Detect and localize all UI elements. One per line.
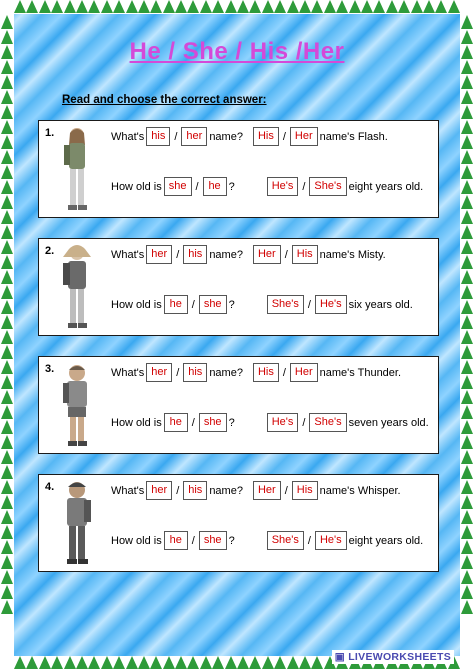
triangle-decoration <box>1 570 13 584</box>
triangle-decoration <box>163 0 175 13</box>
triangle-decoration <box>163 656 175 669</box>
triangle-decoration <box>39 0 51 13</box>
question-mark: ? <box>228 180 235 193</box>
triangle-decoration <box>138 656 150 669</box>
option-box[interactable]: She's <box>267 531 304 550</box>
option-box[interactable]: Her <box>290 127 318 146</box>
option-box[interactable]: his <box>183 481 207 500</box>
triangle-decoration <box>274 0 286 13</box>
triangle-decoration <box>461 270 473 284</box>
triangle-decoration <box>1 120 13 134</box>
triangle-decoration <box>311 0 323 13</box>
option-box[interactable]: her <box>146 481 172 500</box>
triangle-decoration <box>1 540 13 554</box>
triangle-decoration <box>76 0 88 13</box>
triangle-decoration <box>26 656 38 669</box>
triangle-decoration <box>262 656 274 669</box>
option-box[interactable]: his <box>183 245 207 264</box>
option-box[interactable]: he <box>164 295 188 314</box>
triangle-decoration <box>225 656 237 669</box>
triangle-decoration <box>88 656 100 669</box>
liveworksheets-logo: ▣ LIVEWORKSHEETS <box>332 650 454 664</box>
triangle-decoration <box>461 450 473 464</box>
triangle-decoration <box>1 285 13 299</box>
triangle-decoration <box>1 345 13 359</box>
triangle-decoration <box>212 0 224 13</box>
page-title: He / She / His /Her <box>129 38 345 65</box>
option-box[interactable]: his <box>146 127 170 146</box>
triangle-decoration <box>461 300 473 314</box>
option-box[interactable]: she <box>199 413 227 432</box>
triangle-decoration <box>1 525 13 539</box>
triangle-decoration <box>187 656 199 669</box>
option-box[interactable]: he <box>164 413 188 432</box>
triangle-decoration <box>1 15 13 29</box>
triangle-decoration <box>461 345 473 359</box>
option-box[interactable]: He's <box>315 295 347 314</box>
triangle-decoration <box>26 0 38 13</box>
answer-suffix: name's Misty. <box>319 248 386 261</box>
question-card-3: 3. What's her / his name? His / Her name's Thunder. How old is he / she ? He's / She's seven years old. <box>38 356 439 454</box>
triangle-decoration <box>386 0 398 13</box>
left-border-decoration <box>0 14 14 656</box>
triangle-decoration <box>126 0 138 13</box>
girl-figure-image <box>55 125 99 215</box>
triangle-decoration <box>1 195 13 209</box>
option-box[interactable]: he <box>164 531 188 550</box>
question-prefix: How old is <box>111 180 162 193</box>
triangle-decoration <box>1 150 13 164</box>
triangle-decoration <box>461 555 473 569</box>
triangle-decoration <box>1 90 13 104</box>
triangle-decoration <box>461 90 473 104</box>
triangle-decoration <box>1 480 13 494</box>
answer-suffix: name's Whisper. <box>319 484 401 497</box>
triangle-decoration <box>461 435 473 449</box>
triangle-decoration <box>1 495 13 509</box>
triangle-decoration <box>88 0 100 13</box>
triangle-decoration <box>461 120 473 134</box>
triangle-decoration <box>461 15 473 29</box>
question-prefix: How old is <box>111 534 162 547</box>
triangle-decoration <box>150 0 162 13</box>
option-box[interactable]: her <box>146 363 172 382</box>
question-number: 4. <box>45 481 55 493</box>
triangle-decoration <box>262 0 274 13</box>
triangle-decoration <box>249 0 261 13</box>
question-prefix: What's <box>111 130 145 143</box>
question-prefix: How old is <box>111 298 162 311</box>
triangle-decoration <box>1 240 13 254</box>
triangle-decoration <box>76 656 88 669</box>
boy-figure-image <box>55 361 99 451</box>
triangle-decoration <box>51 656 63 669</box>
triangle-decoration <box>461 390 473 404</box>
triangle-decoration <box>212 656 224 669</box>
triangle-decoration <box>1 555 13 569</box>
triangle-decoration <box>1 360 13 374</box>
triangle-decoration <box>1 450 13 464</box>
triangle-decoration <box>461 405 473 419</box>
question-prefix: What's <box>111 366 145 379</box>
instruction-text: Read and choose the correct answer: <box>62 94 267 106</box>
triangle-decoration <box>249 656 261 669</box>
triangle-decoration <box>299 0 311 13</box>
option-box[interactable]: She's <box>267 295 304 314</box>
triangle-decoration <box>461 225 473 239</box>
triangle-decoration <box>461 135 473 149</box>
triangle-decoration <box>461 375 473 389</box>
option-box[interactable]: she <box>199 531 227 550</box>
triangle-decoration <box>461 480 473 494</box>
triangle-decoration <box>336 0 348 13</box>
option-box[interactable]: she <box>164 177 192 196</box>
triangle-decoration <box>1 600 13 614</box>
triangle-decoration <box>448 0 460 13</box>
triangle-decoration <box>64 656 76 669</box>
answer-suffix: eight years old. <box>348 534 424 547</box>
triangle-decoration <box>64 0 76 13</box>
triangle-decoration <box>461 210 473 224</box>
question-mark: ? <box>228 416 235 429</box>
triangle-decoration <box>461 255 473 269</box>
triangle-decoration <box>461 570 473 584</box>
question-number: 3. <box>45 363 55 375</box>
triangle-decoration <box>1 105 13 119</box>
triangle-decoration <box>39 656 51 669</box>
triangle-decoration <box>1 585 13 599</box>
question-card-2: 2. What's her / his name? Her / His name's Misty. How old is he / she ? She's / He's six years old. <box>38 238 439 336</box>
triangle-decoration <box>1 405 13 419</box>
triangle-decoration <box>324 0 336 13</box>
question-prefix: What's <box>111 248 145 261</box>
triangle-decoration <box>461 285 473 299</box>
question-mid: name? <box>209 130 243 143</box>
question-mid: name? <box>209 484 243 497</box>
girl-figure-image <box>55 243 99 333</box>
option-box[interactable]: She's <box>309 177 346 196</box>
triangle-decoration <box>299 656 311 669</box>
option-box[interactable]: His <box>253 127 279 146</box>
triangle-decoration <box>138 0 150 13</box>
triangle-decoration <box>423 0 435 13</box>
triangle-decoration <box>1 435 13 449</box>
option-box[interactable]: his <box>183 363 207 382</box>
triangle-decoration <box>461 75 473 89</box>
triangle-decoration <box>1 75 13 89</box>
boy-figure-image <box>55 479 99 569</box>
triangle-decoration <box>461 465 473 479</box>
triangle-decoration <box>1 300 13 314</box>
question-mark: ? <box>228 298 235 311</box>
triangle-decoration <box>461 360 473 374</box>
question-number: 2. <box>45 245 55 257</box>
triangle-decoration <box>461 525 473 539</box>
option-box[interactable]: he <box>203 177 227 196</box>
triangle-decoration <box>461 195 473 209</box>
triangle-decoration <box>461 165 473 179</box>
option-box[interactable]: His <box>292 245 318 264</box>
triangle-decoration <box>373 0 385 13</box>
triangle-decoration <box>1 375 13 389</box>
triangle-decoration <box>461 330 473 344</box>
triangle-decoration <box>113 656 125 669</box>
option-box[interactable]: He's <box>267 177 299 196</box>
triangle-decoration <box>461 240 473 254</box>
triangle-decoration <box>150 656 162 669</box>
triangle-decoration <box>461 540 473 554</box>
triangle-decoration <box>361 0 373 13</box>
question-prefix: What's <box>111 484 145 497</box>
triangle-decoration <box>1 270 13 284</box>
option-box[interactable]: His <box>253 363 279 382</box>
answer-suffix: name's Thunder. <box>319 366 402 379</box>
triangle-decoration <box>225 0 237 13</box>
triangle-decoration <box>1 255 13 269</box>
option-box[interactable]: Her <box>253 245 281 264</box>
right-border-decoration <box>460 14 474 656</box>
triangle-decoration <box>126 656 138 669</box>
triangle-decoration <box>274 656 286 669</box>
triangle-decoration <box>187 0 199 13</box>
triangle-decoration <box>311 656 323 669</box>
answer-suffix: seven years old. <box>348 416 429 429</box>
triangle-decoration <box>200 0 212 13</box>
triangle-decoration <box>461 600 473 614</box>
triangle-decoration <box>101 0 113 13</box>
triangle-decoration <box>237 656 249 669</box>
question-mid: name? <box>209 248 243 261</box>
triangle-decoration <box>1 180 13 194</box>
triangle-decoration <box>349 0 361 13</box>
triangle-decoration <box>398 0 410 13</box>
triangle-decoration <box>461 510 473 524</box>
triangle-decoration <box>113 0 125 13</box>
triangle-decoration <box>411 0 423 13</box>
triangle-decoration <box>461 105 473 119</box>
triangle-decoration <box>287 656 299 669</box>
triangle-decoration <box>461 420 473 434</box>
triangle-decoration <box>1 465 13 479</box>
option-box[interactable]: He's <box>315 531 347 550</box>
triangle-decoration <box>287 0 299 13</box>
option-box[interactable]: Her <box>253 481 281 500</box>
triangle-decoration <box>1 315 13 329</box>
triangle-decoration <box>1 225 13 239</box>
triangle-decoration <box>175 0 187 13</box>
triangle-decoration <box>1 510 13 524</box>
question-mid: name? <box>209 366 243 379</box>
triangle-decoration <box>461 315 473 329</box>
question-prefix: How old is <box>111 416 162 429</box>
triangle-decoration <box>1 210 13 224</box>
top-border-decoration <box>0 0 474 14</box>
triangle-decoration <box>435 0 447 13</box>
option-box[interactable]: her <box>146 245 172 264</box>
triangle-decoration <box>1 330 13 344</box>
triangle-decoration <box>461 495 473 509</box>
triangle-decoration <box>461 150 473 164</box>
triangle-decoration <box>14 656 26 669</box>
triangle-decoration <box>237 0 249 13</box>
option-box[interactable]: her <box>181 127 207 146</box>
option-box[interactable]: Her <box>290 363 318 382</box>
question-mark: ? <box>228 534 235 547</box>
triangle-decoration <box>1 390 13 404</box>
option-box[interactable]: She's <box>309 413 346 432</box>
question-card-1: 1. What's his / her name? His / Her name's Flash. How old is she / he ? He's / She's eight years old. <box>38 120 439 218</box>
question-card-4: 4. What's her / his name? Her / His name's Whisper. How old is he / she ? She's / He's eight years old. <box>38 474 439 572</box>
triangle-decoration <box>461 180 473 194</box>
triangle-decoration <box>14 0 26 13</box>
question-number: 1. <box>45 127 55 139</box>
answer-suffix: name's Flash. <box>319 130 388 143</box>
triangle-decoration <box>1 165 13 179</box>
triangle-decoration <box>1 420 13 434</box>
option-box[interactable]: His <box>292 481 318 500</box>
triangle-decoration <box>101 656 113 669</box>
answer-suffix: eight years old. <box>348 180 424 193</box>
option-box[interactable]: He's <box>267 413 299 432</box>
triangle-decoration <box>51 0 63 13</box>
triangle-decoration <box>461 585 473 599</box>
triangle-decoration <box>1 135 13 149</box>
answer-suffix: six years old. <box>348 298 413 311</box>
triangle-decoration <box>175 656 187 669</box>
option-box[interactable]: she <box>199 295 227 314</box>
triangle-decoration <box>200 656 212 669</box>
